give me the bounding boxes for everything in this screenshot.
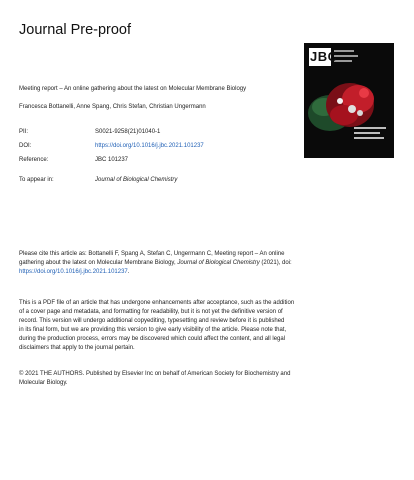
- notice-line: during the production process, errors may be discovered which could affect the content, and all legal: [19, 336, 286, 342]
- citation-text: .: [127, 269, 130, 275]
- appear-in-label: To appear in:: [19, 177, 54, 183]
- notice-line: disclaimers that apply to the journal pertain.: [19, 345, 135, 351]
- citation-journal: Journal of Biological Chemistry: [177, 260, 260, 266]
- reference-value: JBC 101237: [95, 157, 129, 163]
- doi-link[interactable]: https://doi.org/10.1016/j.jbc.2021.101237: [95, 143, 204, 149]
- notice-line: This is a PDF file of an article that has undergone enhancements after acceptance, such as the addition: [19, 300, 295, 306]
- citation-paragraph: [19, 250, 399, 277]
- doi-label: DOI:: [19, 143, 32, 149]
- citation-text: (2021), doi:: [259, 260, 292, 266]
- article-authors: Francesca Bottanelli, Anne Spang, Chris Stefan, Christian Ungermann: [19, 104, 206, 110]
- appear-in-journal: Journal of Biological Chemistry: [95, 177, 178, 183]
- journal-preproof-title: Journal Pre-proof: [19, 22, 132, 38]
- citation-line: [19, 259, 399, 268]
- copyright-line: Molecular Biology.: [19, 380, 68, 386]
- reference-label: Reference:: [19, 157, 49, 163]
- journal-cover-image: [304, 43, 394, 158]
- notice-line: record. This version will undergo additional copyediting, typesetting and review before it is published: [19, 318, 285, 324]
- pii-label: PII:: [19, 129, 29, 135]
- preproof-notice-paragraph: [19, 299, 399, 353]
- notice-line: in its final form, but we are providing this version to give early visibility of the article. Please note that,: [19, 327, 287, 333]
- jbc-logo: JBC: [310, 49, 338, 64]
- citation-line: [19, 268, 399, 277]
- citation-line: Please cite this article as: Bottanelli F, Spang A, Stefan C, Ungermann C, Meeting report – An online: [19, 251, 285, 257]
- copyright-line: © 2021 THE AUTHORS. Published by Elsevier Inc on behalf of American Society for Biochemistry and: [19, 371, 291, 377]
- citation-doi-link[interactable]: https://doi.org/10.1016/j.jbc.2021.101237: [19, 269, 128, 275]
- reference-row: [19, 157, 128, 163]
- pii-row: [19, 129, 160, 135]
- notice-line: of a cover page and metadata, and formatting for readability, but it is not yet the definitive version of: [19, 309, 283, 315]
- doi-row: [19, 143, 204, 149]
- citation-text: gathering about the latest on Molecular Membrane Biology,: [19, 260, 178, 266]
- copyright-paragraph: [19, 370, 399, 388]
- article-title: Meeting report – An online gathering about the latest on Molecular Membrane Biology: [19, 86, 247, 92]
- pii-value: S0021-9258(21)01040-1: [95, 129, 161, 135]
- appear-in-row: [19, 177, 177, 183]
